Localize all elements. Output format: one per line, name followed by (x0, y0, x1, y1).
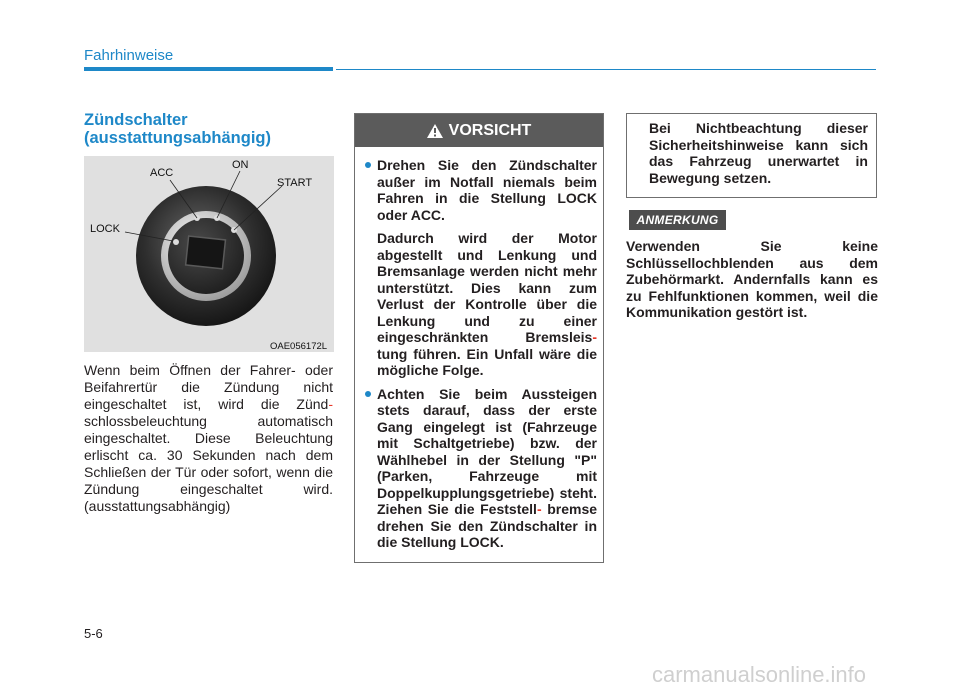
warning-triangle-icon (427, 124, 443, 138)
body-paragraph (84, 362, 333, 515)
hyphen-mark: - (536, 501, 542, 517)
bullet-icon (365, 391, 371, 397)
section-header: Fahrhinweise (84, 47, 174, 64)
caution-item-1 (361, 157, 597, 379)
caution-item-2 (361, 386, 597, 551)
hyphen-mark: - (592, 329, 597, 345)
label-acc: ACC (150, 167, 174, 179)
caution-item-1-text: Drehen Sie den Zündschalter außer im Notfall niemals beim Fahren in die Stellung LOCK oder ACC. (377, 157, 597, 223)
caution-item-1-detail: Dadurch wird der Motor abgestellt und Lenkung und Bremsanlage werden nicht mehr unterstützt. Dies kann zum Verlust der Kontrolle über die Lenkung und zu einer eingeschränkten Bremsleis (377, 230, 597, 345)
key-slot (186, 236, 226, 269)
title-line-1: Zündschalter (84, 111, 188, 129)
label-on: ON (232, 159, 249, 171)
hyphen-mark: - (328, 396, 333, 412)
caution-item-1-detail-end: tung führen. Ein Unfall wäre die mögliche Folge. (377, 345, 597, 378)
page-title (84, 111, 344, 147)
page-number: 5-6 (84, 626, 103, 641)
caution-header (355, 114, 603, 147)
figure-code: OAE056172L (270, 341, 328, 352)
body-part-b: schlossbeleuchtung automatisch eingeschaltet. Diese Beleuchtung erlischt ca. 30 Sekunden nach dem Schließen der Tür oder sofort, wenn die Zündung eingeschaltet wird. (ausstattungsabhängig) (84, 413, 333, 514)
watermark: carmanualsonline.info (652, 662, 867, 687)
caution-heading: VORSICHT (448, 121, 532, 139)
lock-dot (173, 239, 179, 245)
note-badge: ANMERKUNG (629, 210, 726, 230)
label-start: START (277, 177, 313, 189)
caution-box (354, 113, 604, 563)
bullet-icon (365, 162, 371, 168)
header-rule-thin (336, 69, 876, 70)
body-part-a: Wenn beim Öffnen der Fahrer- oder Beifahrertür die Zündung nicht eingeschaltet ist, wird die Zünd (84, 362, 333, 412)
label-lock: LOCK (90, 223, 120, 235)
note-text: Verwenden Sie keine Schlüssellochblenden aus dem Zubehörmarkt. Andernfalls kann es zu Fehlfunktionen kommen, weil die Kommunikation gestört ist. (626, 238, 878, 320)
caution-item-2-text: Achten Sie beim Aussteigen stets darauf, dass der erste Gang eingelegt ist (Fahrzeuge mit Schaltgetriebe) bzw. der Wählhebel in der Stellung "P" (Parken, Fahrzeuge mit Doppelkupplungsgetriebe) steht. Ziehen Sie die Feststell (377, 385, 597, 517)
ignition-figure (84, 156, 334, 352)
title-line-2: (ausstattungsabhängig) (84, 129, 272, 147)
ignition-switch-illustration (84, 156, 334, 352)
caution-content (355, 147, 603, 551)
caution-item-2-text-end: bremse drehen Sie den Zündschalter in die Stellung LOCK. (377, 501, 598, 550)
caution-continuation-box: Bei Nichtbeachtung dieser Sicherheitshinweise kann sich das Fahrzeug unerwartet in Bewegung setzen. (626, 113, 877, 198)
header-rule-thick (84, 67, 333, 71)
